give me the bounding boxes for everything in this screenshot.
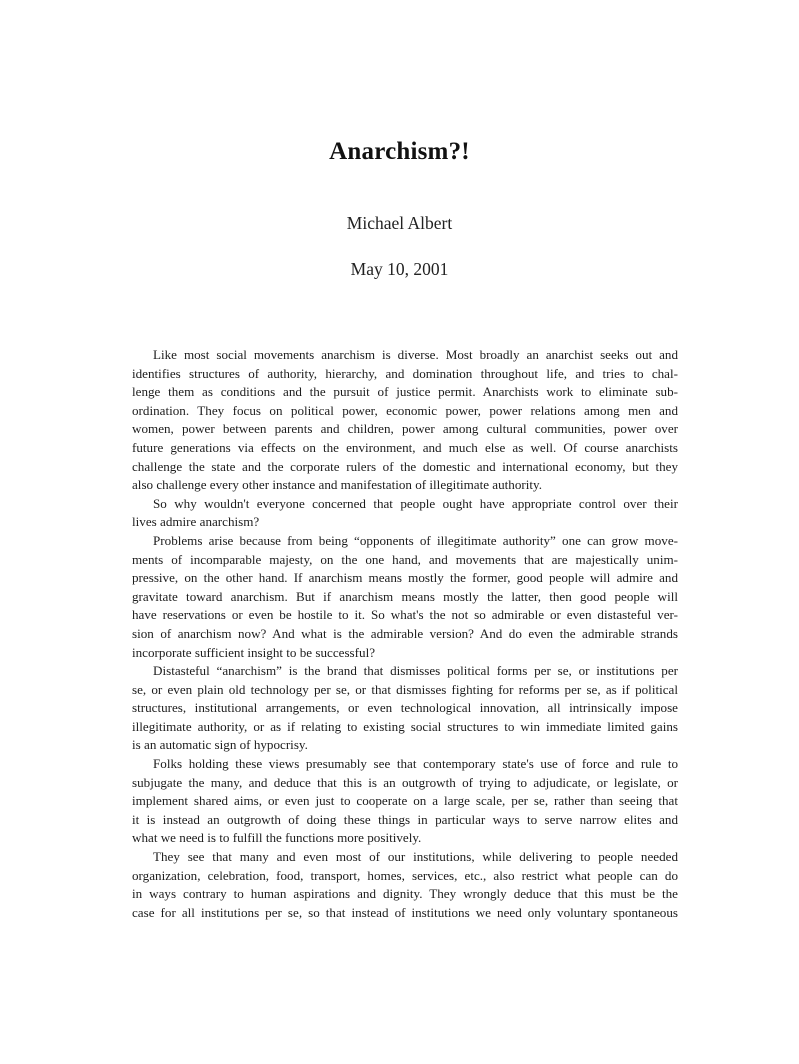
- text-line: They see that many and even most of our institutions, while delivering to people needed: [153, 849, 678, 865]
- text-line: illegitimate authority, or as if relating to existing social structures to win immediate limited gains: [132, 718, 678, 734]
- text-line: it is instead an outgrowth of doing these things in particular ways to serve narrow elites and: [132, 811, 678, 827]
- text-line: have reservations or even be hostile to it. So what's the not so admirable or even distasteful ver-: [132, 607, 678, 623]
- text-line: case for all institutions per se, so that instead of institutions we need only voluntary spontaneous: [132, 904, 678, 920]
- text-line: is an automatic sign of hypocrisy.: [132, 737, 308, 753]
- document-body: [132, 346, 678, 922]
- text-line: se, or even plain old technology per se, or that dismisses fighting for reforms per se, as if political: [132, 681, 678, 697]
- text-line: lives admire anarchism?: [132, 514, 260, 530]
- text-line: future generations via effects on the environment, and much else as well. Of course anarchists: [132, 439, 678, 455]
- paragraph: [132, 755, 678, 848]
- text-line: ments of incomparable majesty, on the one hand, and movements that are majestically unim-: [132, 551, 678, 567]
- text-line: what we need is to fulfill the functions more positively.: [132, 830, 422, 846]
- paragraph: [132, 495, 678, 532]
- text-line: So why wouldn't everyone concerned that people ought have appropriate control over their: [153, 495, 678, 511]
- text-line: structures, institutional arrangements, or even technological innovation, all intrinsically impose: [132, 700, 678, 716]
- text-line: women, power between parents and children, power among cultural communities, power over: [132, 421, 678, 437]
- document-title: Anarchism?!: [329, 138, 470, 165]
- text-line: subjugate the many, and deduce that this is an outgrowth of trying to adjudicate, or legislate, or: [132, 774, 678, 790]
- paragraph: [132, 848, 678, 922]
- text-line: gravitate toward anarchism. But if anarchism means mostly the latter, then good people will: [132, 588, 678, 604]
- text-line: pressive, on the other hand. If anarchism means mostly the former, good people will admire and: [132, 570, 678, 586]
- text-line: Problems arise because from being “opponents of illegitimate authority” one can grow move-: [153, 532, 678, 548]
- document-author: Michael Albert: [346, 213, 453, 233]
- paragraph: [132, 532, 678, 662]
- text-line: Folks holding these views presumably see that contemporary state's use of force and rule to: [153, 756, 678, 772]
- text-line: in ways contrary to human aspirations and dignity. They wrongly deduce that this must be the: [132, 886, 678, 902]
- paragraph: [132, 662, 678, 755]
- paragraph: [132, 346, 678, 495]
- text-line: identifies structures of authority, hierarchy, and domination throughout life, and tries to chal-: [132, 365, 678, 381]
- document-date: May 10, 2001: [350, 259, 449, 279]
- text-line: incorporate sufficient insight to be successful?: [132, 644, 376, 660]
- text-line: Distasteful “anarchism” is the brand that dismisses political forms per se, or institutions per: [153, 663, 678, 679]
- text-line: organization, celebration, food, transport, homes, services, etc., also restrict what people can do: [132, 867, 678, 883]
- text-line: also challenge every other instance and manifestation of illegitimate authority.: [132, 477, 543, 493]
- text-line: implement shared aims, or even just to cooperate on a large scale, per se, rather than seeing that: [132, 793, 678, 809]
- text-line: lenge them as conditions and the pursuit of justice permit. Anarchists work to eliminate sub-: [132, 384, 678, 400]
- text-line: sion of anarchism now? And what is the admirable version? And do even the admirable strands: [132, 625, 678, 641]
- text-line: challenge the state and the corporate rulers of the domestic and international economy, but they: [132, 458, 678, 474]
- text-line: ordination. They focus on political power, economic power, power relations among men and: [132, 402, 678, 418]
- text-line: Like most social movements anarchism is diverse. Most broadly an anarchist seeks out and: [153, 347, 678, 362]
